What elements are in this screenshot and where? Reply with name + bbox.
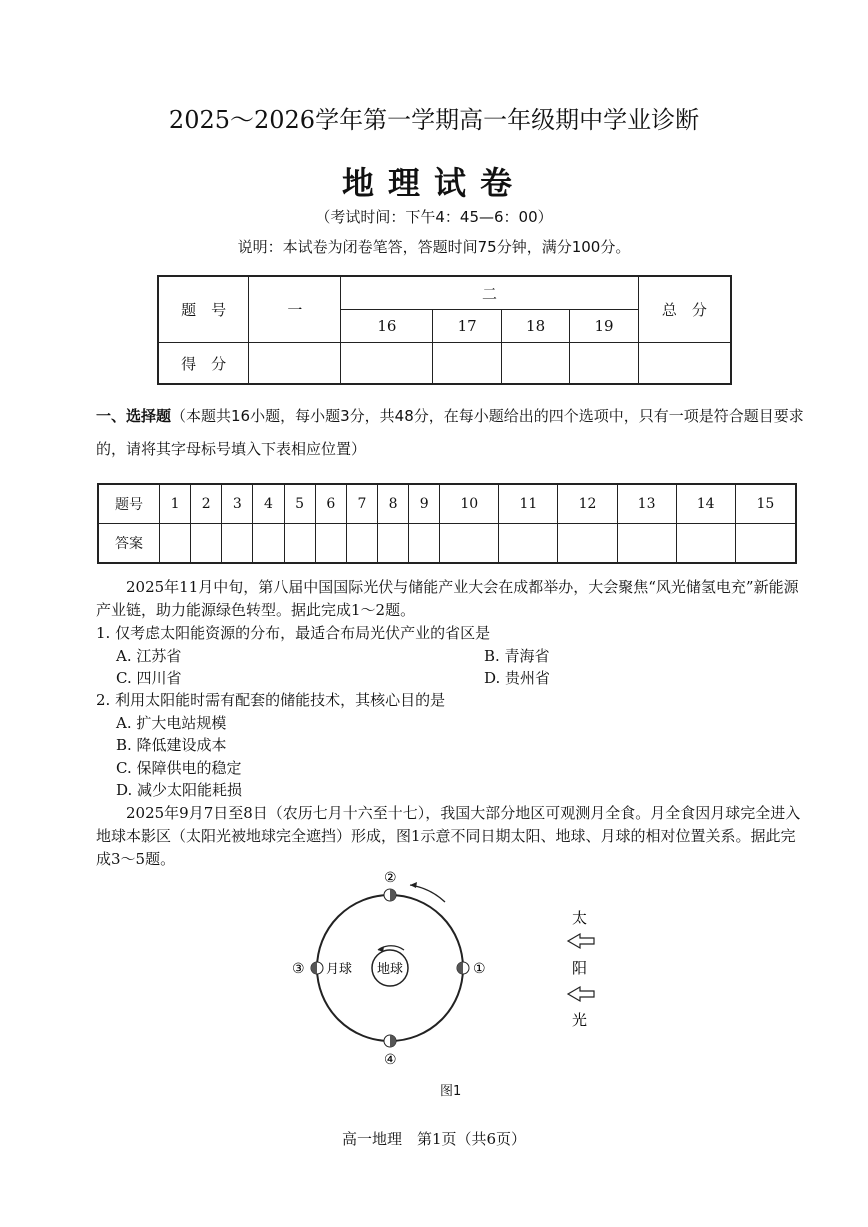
score-total: 总 分 xyxy=(638,276,731,343)
q1-option-d[interactable]: D. 贵州省 xyxy=(484,669,551,687)
section-one-heading xyxy=(96,400,808,466)
moon-position-4 xyxy=(384,1035,396,1047)
section-one-title: 一、选择题 xyxy=(96,407,172,425)
label-pos-3: ③ xyxy=(292,961,305,977)
subject-title: 地理试卷 xyxy=(341,164,526,202)
answer-cell[interactable] xyxy=(499,524,558,564)
moon-position-1 xyxy=(457,962,469,974)
score-sub-19: 19 xyxy=(570,310,638,343)
answer-cell[interactable] xyxy=(222,524,253,564)
answer-table-number: 1 xyxy=(160,484,191,524)
answer-table-number: 7 xyxy=(346,484,377,524)
answer-cell[interactable] xyxy=(440,524,499,564)
answer-cell[interactable] xyxy=(284,524,315,564)
exam-title: 2025～2026学年第一学期高一年级期中学业诊断 xyxy=(168,106,700,134)
q1-option-c[interactable]: C. 四川省 xyxy=(116,669,182,687)
score-label-score: 得 分 xyxy=(158,343,249,385)
answer-table-number: 14 xyxy=(676,484,735,524)
moon-position-2 xyxy=(384,889,396,901)
answer-cell[interactable] xyxy=(676,524,735,564)
answer-table-label-number: 题号 xyxy=(98,484,160,524)
answer-table-number: 15 xyxy=(735,484,796,524)
answer-cell[interactable] xyxy=(377,524,408,564)
answer-table-number: 9 xyxy=(409,484,440,524)
score-sub-16: 16 xyxy=(341,310,433,343)
answer-table-number: 13 xyxy=(617,484,676,524)
answer-table-number: 11 xyxy=(499,484,558,524)
score-cell[interactable] xyxy=(249,343,341,385)
answer-table-number: 8 xyxy=(377,484,408,524)
sunlight-label-1: 太 xyxy=(572,909,588,927)
score-table xyxy=(157,275,732,385)
answer-cell[interactable] xyxy=(558,524,617,564)
answer-table-number-row xyxy=(98,484,796,524)
answer-cell[interactable] xyxy=(160,524,191,564)
answer-cell[interactable] xyxy=(346,524,377,564)
q2-option-d[interactable]: D. 减少太阳能耗损 xyxy=(116,781,243,799)
earth-label: 地球 xyxy=(376,962,404,977)
orbit-direction-arrowhead xyxy=(410,882,417,888)
sunlight-arrow-1 xyxy=(568,934,594,948)
q2-stem: 2. 利用太阳能时需有配套的储能技术，其核心目的是 xyxy=(96,691,446,709)
label-pos-2: ② xyxy=(384,870,397,886)
answer-cell[interactable] xyxy=(735,524,796,564)
score-label-question: 题 号 xyxy=(158,276,249,343)
exam-note: 说明：本试卷为闭卷笔答，答题时间75分钟，满分100分。 xyxy=(237,238,631,256)
answer-table-number: 4 xyxy=(253,484,284,524)
exam-time: （考试时间：下午4：45—6：00） xyxy=(315,208,553,226)
sunlight-label-2: 阳 xyxy=(572,959,588,977)
answer-table-number: 6 xyxy=(315,484,346,524)
answer-table xyxy=(97,483,797,564)
q1-stem: 1. 仅考虑太阳能资源的分布，最适合布局光伏产业的省区是 xyxy=(96,624,491,642)
score-cell[interactable] xyxy=(638,343,731,385)
moon-position-3 xyxy=(311,962,323,974)
figure-caption: 图1 xyxy=(440,1084,462,1099)
moon-label: 月球 xyxy=(326,962,353,977)
answer-cell[interactable] xyxy=(191,524,222,564)
answer-cell[interactable] xyxy=(409,524,440,564)
answer-cell[interactable] xyxy=(617,524,676,564)
score-cell[interactable] xyxy=(570,343,638,385)
answer-table-label-answer: 答案 xyxy=(98,524,160,564)
figure-1-diagram xyxy=(270,860,630,1070)
label-pos-1: ① xyxy=(473,961,486,977)
answer-table-number: 12 xyxy=(558,484,617,524)
q2-option-a[interactable]: A. 扩大电站规模 xyxy=(116,714,227,732)
answer-table-answer-row xyxy=(98,524,796,564)
q1-option-a[interactable]: A. 江苏省 xyxy=(116,647,182,665)
score-sub-18: 18 xyxy=(501,310,569,343)
score-part-two: 二 xyxy=(341,276,638,310)
answer-table-number: 3 xyxy=(222,484,253,524)
answer-table-number: 5 xyxy=(284,484,315,524)
answer-cell[interactable] xyxy=(253,524,284,564)
material-2: 2025年9月7日至8日（农历七月十六至十七），我国大部分地区可观测月全食。月全食因月球完全进入地球本影区（太阳光被地球完全遮挡）形成，图1示意不同日期太阳、地球、月球的相对位置关系。据此完成3～5题。 xyxy=(96,804,801,868)
score-cell[interactable] xyxy=(501,343,569,385)
score-part-one: 一 xyxy=(249,276,341,343)
label-pos-4: ④ xyxy=(384,1052,397,1068)
page-footer: 高一地理 第1页（共6页） xyxy=(341,1130,527,1148)
q2-option-c[interactable]: C. 保障供电的稳定 xyxy=(116,759,242,777)
section-one-instructions: （本题共16小题，每小题3分，共48分，在每小题给出的四个选项中，只有一项是符合题目要求的，请将其字母标号填入下表相应位置） xyxy=(96,407,804,458)
q2-option-b[interactable]: B. 降低建设成本 xyxy=(116,736,227,754)
material-1: 2025年11月中旬，第八届中国国际光伏与储能产业大会在成都举办，大会聚焦“风光储氢电充”新能源产业链，助力能源绿色转型。据此完成1～2题。 xyxy=(96,578,799,619)
answer-table-number: 10 xyxy=(440,484,499,524)
answer-cell[interactable] xyxy=(315,524,346,564)
sunlight-arrow-2 xyxy=(568,987,594,1001)
score-cell[interactable] xyxy=(433,343,501,385)
sunlight-label-3: 光 xyxy=(572,1011,588,1029)
score-cell[interactable] xyxy=(341,343,433,385)
score-sub-17: 17 xyxy=(433,310,501,343)
q1-option-b[interactable]: B. 青海省 xyxy=(484,647,550,665)
answer-table-number: 2 xyxy=(191,484,222,524)
